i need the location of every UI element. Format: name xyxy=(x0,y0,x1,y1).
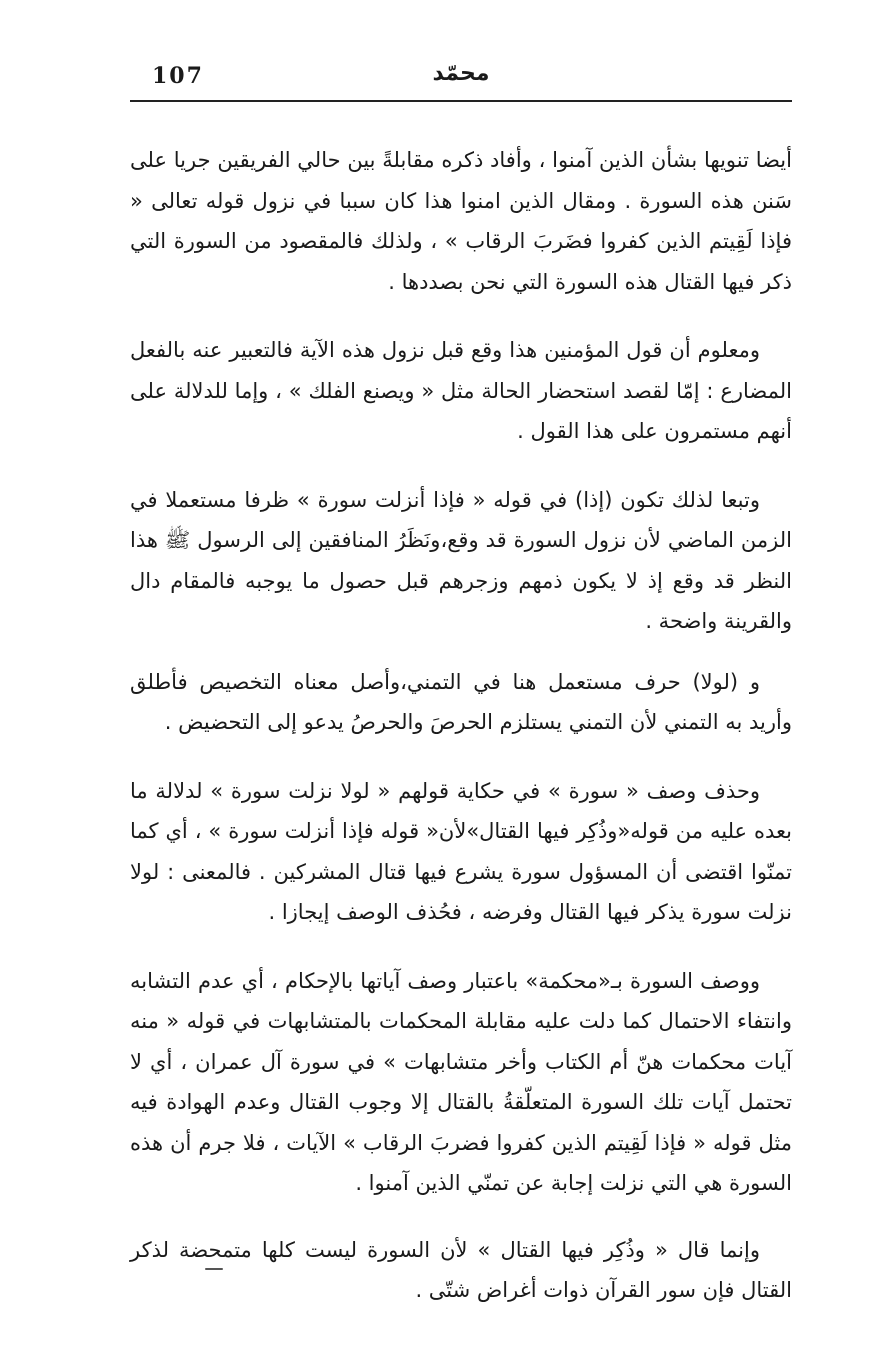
paragraph: ومعلوم أن قول المؤمنين هذا وقع قبل نزول هذه الآية فالتعبير عنه بالفعل المضارع : إمّا لقصد استحضار الحالة مثل « ويصنع الفلك » ، وإما للدلالة على أنهم مستمرون على هذا القول . xyxy=(130,338,792,443)
paragraph: أيضا تنويها بشأن الذين آمنوا ، وأفاد ذكره مقابلةً بين حالي الفريقين جريا على سَنن هذه السورة . ومقال الذين امنوا هذا كان سببا في نزول قوله تعالى « فإذا لَقِيتم الذين كفروا فضَربَ الرقاب » ، ولذلك فالمقصود من السورة التي ذكر فيها القتال هذه السورة التي نحن بصددها . xyxy=(130,148,792,294)
page-header xyxy=(130,55,792,100)
scan-mark xyxy=(205,1268,223,1270)
paragraph: ووصف السورة بـ«محكمة» باعتبار وصف آياتها بالإحكام ، أي عدم التشابه وانتفاء الاحتمال كما دلت عليه مقابلة المحكمات بالمتشابهات في قوله « منه آيات محكمات هنّ أم الكتاب وأخر متشابهات » في سورة آل عمران ، أي لا تحتمل آيات تلك السورة المتعلّقةُ بالقتال إلا وجوب القتال وعدم الهوادة فيه مثل قوله « فإذا لَقِيتم الذين كفروا فضربَ الرقاب » الآيات ، فلا جرم أن هذه السورة هي التي نزلت إجابة عن تمنّي الذين آمنوا . xyxy=(130,968,792,1195)
page-number: 107 xyxy=(152,63,204,89)
page-body xyxy=(130,140,792,1311)
paragraph: وإنما قال « وذُكِر فيها القتال » لأن السورة ليست كلها متمحضة لذكر القتال فإن سور القرآن ذوات أغراض شتّى . xyxy=(130,1237,792,1302)
header-rule xyxy=(130,100,792,102)
paragraph: وحذف وصف « سورة » في حكاية قولهم « لولا نزلت سورة » لدلالة ما بعده عليه من قوله«وذُكِر فيها القتال»لأن« قوله فإذا أنزلت سورة » ، أي كما تمنّوا اقتضى أن المسؤول سورة يشرع فيها قتال المشركين . فالمعنى : لولا نزلت سورة يذكر فيها القتال وفرضه ، فحُذف الوصف إيجازا . xyxy=(130,778,792,924)
chapter-title: محمّد xyxy=(432,61,490,86)
paragraph: وتبعا لذلك تكون (إذا) في قوله « فإذا أنزلت سورة » ظرفا مستعملا في الزمن الماضي لأن نزول السورة قد وقع،ونَظَرُ المنافقين إلى الرسول ﷺ هذا النظر قد وقع إذ لا يكون ذمهم وزجرهم قبل حصول ما يوجبه فالمقام دال والقرينة واضحة . xyxy=(130,487,792,633)
paragraph: و (لولا) حرف مستعمل هنا في التمني،وأصل معناه التخصيص فأطلق وأريد به التمني لأن التمني يستلزم الحرصَ والحرصُ يدعو إلى التحضيض . xyxy=(130,669,792,734)
